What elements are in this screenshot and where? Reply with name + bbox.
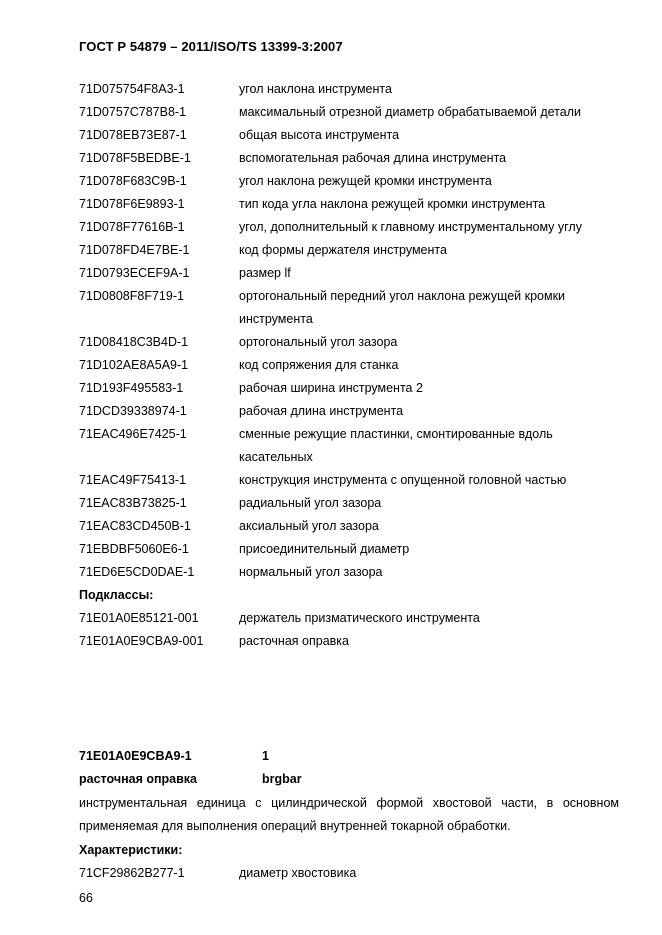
property-row xyxy=(79,400,619,423)
property-description: нормальный угол зазора xyxy=(239,565,383,579)
property-description: угол наклона инструмента xyxy=(239,82,392,96)
subclass-description: держатель призматического инструмента xyxy=(239,611,480,625)
property-list xyxy=(79,78,619,653)
subclass-code: 71E01A0E85121-001 xyxy=(79,611,199,625)
property-row xyxy=(79,331,619,354)
property-row xyxy=(79,216,619,239)
property-description: конструкция инструмента с опущенной головной частью xyxy=(239,473,567,487)
property-code: 71D078FD4E7BE-1 xyxy=(79,243,190,257)
property-code: 71D102AE8A5A9-1 xyxy=(79,358,189,372)
class-definition: инструментальная единица с цилиндрической формой хвостовой части, в основном применяемая для выполнения операций внутренней токарной обработки. xyxy=(79,796,619,833)
property-code: 71DCD39338974-1 xyxy=(79,404,187,418)
property-row xyxy=(79,239,619,262)
property-row xyxy=(79,262,619,285)
property-row xyxy=(79,423,619,469)
class-code: 71E01A0E9CBA9-1 xyxy=(79,749,192,763)
property-code: 71EBDBF5060E6-1 xyxy=(79,542,189,556)
property-description: вспомогательная рабочая длина инструмента xyxy=(239,151,507,165)
property-description: код сопряжения для станка xyxy=(239,358,399,372)
property-row xyxy=(79,538,619,561)
property-code: 71D0757C787B8-1 xyxy=(79,105,187,119)
class-version: 1 xyxy=(262,749,269,763)
property-code: 71D078F77616B-1 xyxy=(79,220,185,234)
subclass-code: 71E01A0E9CBA9-001 xyxy=(79,634,204,648)
document-header: ГОСТ Р 54879 – 2011/ISO/TS 13399-3:2007 xyxy=(79,39,343,54)
property-code: 71EAC496E7425-1 xyxy=(79,427,187,441)
property-row xyxy=(79,101,619,124)
property-description: аксиальный угол зазора xyxy=(239,519,379,533)
property-description: угол наклона режущей кромки инструмента xyxy=(239,174,492,188)
subclass-row xyxy=(79,607,619,630)
property-description: угол, дополнительный к главному инструментальному углу xyxy=(239,220,582,234)
property-description: ортогональный передний угол наклона режущей кромки инструмента xyxy=(239,289,566,326)
property-description: общая высота инструмента xyxy=(239,128,400,142)
property-row xyxy=(79,170,619,193)
class-short-name: brgbar xyxy=(262,772,302,786)
property-row xyxy=(79,78,619,101)
property-code: 71D078F6E9893-1 xyxy=(79,197,185,211)
property-row xyxy=(79,147,619,170)
characteristics-block xyxy=(79,839,619,885)
property-description: максимальный отрезной диаметр обрабатываемой детали xyxy=(239,105,581,119)
property-code: 71D078EB73E87-1 xyxy=(79,128,187,142)
property-code: 71D193F495583-1 xyxy=(79,381,184,395)
property-code: 71EAC49F75413-1 xyxy=(79,473,187,487)
property-row xyxy=(79,469,619,492)
property-code: 71EAC83CD450B-1 xyxy=(79,519,191,533)
characteristic-code: 71CF29862B277-1 xyxy=(79,866,185,880)
property-row xyxy=(79,354,619,377)
property-description: сменные режущие пластинки, смонтированные вдоль касательных xyxy=(239,427,553,464)
property-code: 71D078F683C9B-1 xyxy=(79,174,187,188)
subclasses-heading: Подклассы: xyxy=(79,588,154,602)
class-name-row xyxy=(79,768,619,791)
subclass-row xyxy=(79,630,619,653)
property-code: 71D075754F8A3-1 xyxy=(79,82,185,96)
property-description: тип кода угла наклона режущей кромки инструмента xyxy=(239,197,546,211)
property-row xyxy=(79,515,619,538)
property-row xyxy=(79,377,619,400)
class-name: расточная оправка xyxy=(79,772,198,786)
property-row xyxy=(79,561,619,584)
property-description: код формы держателя инструмента xyxy=(239,243,447,257)
property-code: 71EAC83B73825-1 xyxy=(79,496,187,510)
property-code: 71D0793ECEF9A-1 xyxy=(79,266,190,280)
characteristic-row xyxy=(79,862,619,885)
characteristic-description: диаметр хвостовика xyxy=(239,866,357,880)
class-entry-header xyxy=(79,745,619,791)
property-code: 71ED6E5CD0DAE-1 xyxy=(79,565,195,579)
property-description: рабочая ширина инструмента 2 xyxy=(239,381,423,395)
property-row xyxy=(79,193,619,216)
property-row xyxy=(79,124,619,147)
property-description: ортогональный угол зазора xyxy=(239,335,398,349)
property-code: 71D078F5BEDBE-1 xyxy=(79,151,191,165)
property-description: присоединительный диаметр xyxy=(239,542,410,556)
property-code: 71D0808F8F719-1 xyxy=(79,289,184,303)
subclass-description: расточная оправка xyxy=(239,634,349,648)
page-number: 66 xyxy=(79,891,93,905)
property-description: радиальный угол зазора xyxy=(239,496,382,510)
property-description: рабочая длина инструмента xyxy=(239,404,404,418)
property-code: 71D08418C3B4D-1 xyxy=(79,335,189,349)
property-row xyxy=(79,285,619,331)
property-description: размер lf xyxy=(239,266,291,280)
property-row xyxy=(79,492,619,515)
characteristics-heading: Характеристики: xyxy=(79,843,183,857)
class-code-row xyxy=(79,745,619,768)
